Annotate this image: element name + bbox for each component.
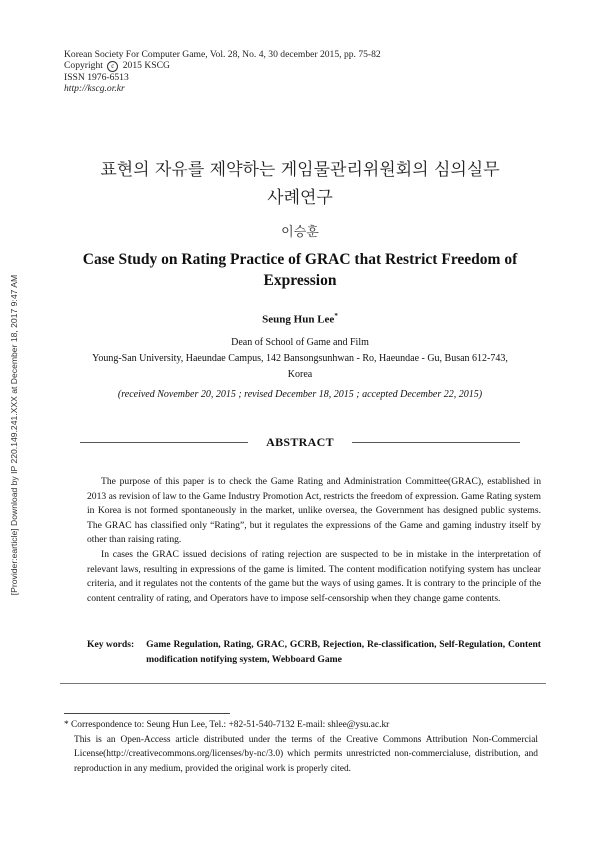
keywords-text: Game Regulation, Rating, GRAC, GCRB, Rejection, Re-classification, Self-Regulation, Content modification notifying system, Webboard Game: [146, 639, 541, 665]
received-dates: (received November 20, 2015 ; revised December 18, 2015 ; accepted December 22, 2015): [117, 389, 483, 400]
footnote-rule: [64, 713, 230, 714]
keywords: [87, 638, 541, 667]
affiliation-line1: Dean of School of Game and Film: [231, 337, 369, 348]
author-mark: *: [334, 312, 338, 320]
korean-author: 이승훈: [281, 225, 319, 240]
copyright-prefix: Copyright: [64, 60, 103, 72]
download-stamp: [Provider:earticle] Download by IP 220.149.241.XXX at December 18, 2017 9:47 AM: [9, 274, 19, 596]
copyright-symbol: c: [107, 61, 118, 72]
author-name: [0, 312, 600, 326]
abstract-body: [87, 475, 541, 606]
affiliation-line3: Korea: [287, 369, 313, 380]
author-name-text: Seung Hun Lee: [262, 313, 335, 326]
abstract-heading-row: [80, 434, 520, 450]
abstract-rule-right: [352, 442, 520, 443]
journal-url[interactable]: http://kscg.or.kr: [64, 82, 125, 94]
footnote: [64, 718, 538, 776]
citation: Korean Society For Computer Game, Vol. 28, No. 4, 30 december 2015, pp. 75-82: [64, 49, 381, 60]
affiliation: [70, 335, 530, 383]
abstract-paragraph-1: The purpose of this paper is to check the Game Rating and Administration Committee(GRAC), established in 2013 as revision of law to the Game Industry Promotion Act, restricts the freedom of expression. Game Rating system in Korea is not formed spontaneously in the market, unlike oversea, the Government has designed public systems. The GRAC has classified only “Rating”, but it regulates the expressions of the Game and gaming industry itself by other than raising rating.: [87, 476, 542, 546]
affiliation-line2: Young-San University, Haeundae Campus, 142 Bansongsunhwan - Ro, Haeundae - Gu, Busan 612-743,: [92, 353, 508, 364]
correspondence-note: * Correspondence to: Seung Hun Lee, Tel.: +82-51-540-7132 E-mail: shlee@ysu.ac.kr: [64, 720, 390, 730]
abstract-paragraph-2: In cases the GRAC issued decisions of rating rejection are suspected to be in mistake in the interpretation of relevant laws, resulting in expressions of the game is limited. The content modification notifying system has unclear criteria, and it regulates not the contents of the game but the ways of using games. It is contrary to the principle of the content centrality of rating, and Operators have to impose self-censorship when they change game contents.: [87, 548, 541, 604]
english-title: Case Study on Rating Practice of GRAC that Restrict Freedom of Expression: [82, 251, 518, 289]
copyright-line: [64, 60, 381, 71]
korean-title-line2: 사례연구: [267, 188, 333, 208]
korean-title-line1: 표현의 자유를 제약하는 게임물관리위원회의 심의실무: [100, 160, 500, 180]
abstract-bottom-rule: [60, 683, 546, 684]
license-note: This is an Open-Access article distributed under the terms of the Creative Commons Attribution Non-Commercial License(http://creativecommons.org/licenses/by-nc/3.0) which permits unrestricted non-commercialuse, distribution, and reproduction in any medium, provided the original work is properly cited.: [74, 734, 538, 774]
journal-header: [64, 49, 381, 94]
issn: ISSN 1976-6513: [64, 71, 129, 83]
abstract-rule-left: [80, 442, 248, 443]
copyright-rest: 2015 KSCG: [122, 60, 170, 72]
abstract-heading: ABSTRACT: [266, 434, 334, 449]
keywords-label: Key words:: [87, 639, 135, 650]
korean-title: [60, 156, 540, 212]
